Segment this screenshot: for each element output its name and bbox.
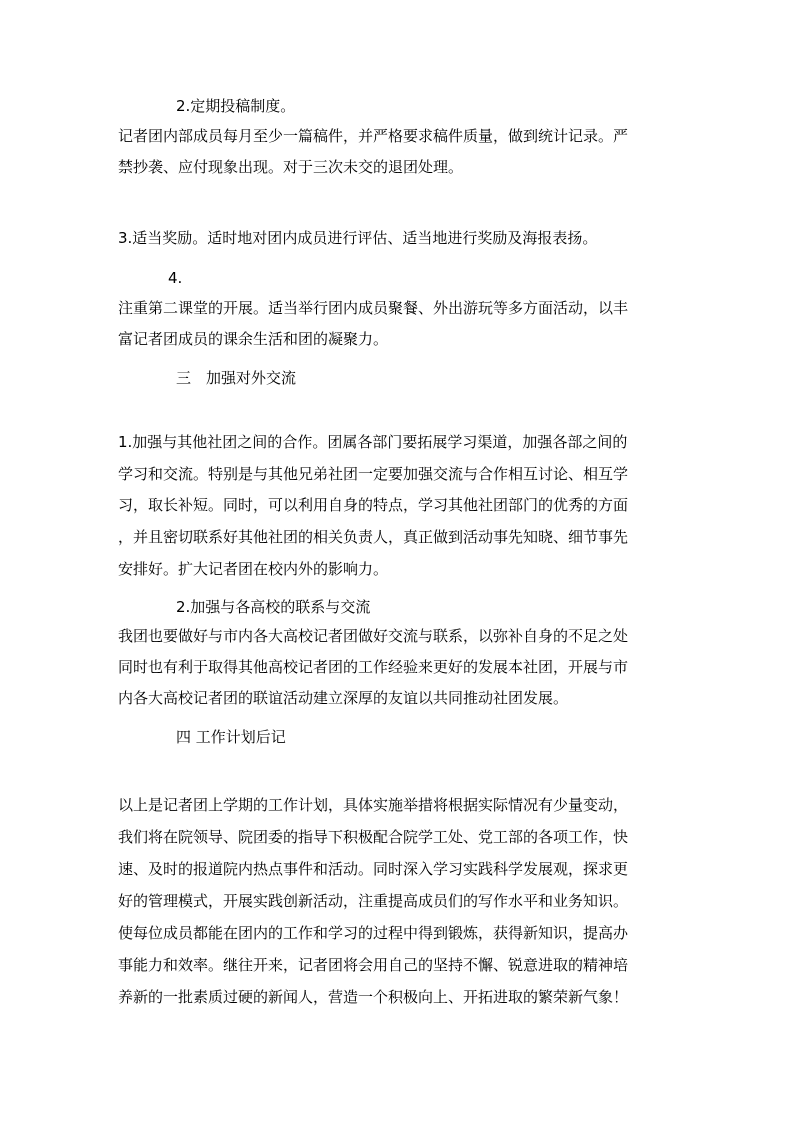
item-2-heading: 2.定期投稿制度。 (176, 97, 296, 115)
section-heading-3: 三 加强对外交流 (176, 369, 297, 387)
item-4-number: 4. (168, 269, 183, 287)
item-2-heading: 2.加强与各高校的联系与交流 (176, 598, 371, 616)
paragraph-line: 安排好。扩大记者团在校内外的影响力。 (118, 560, 389, 578)
paragraph-line: 习，取长补短。同时，可以利用自身的特点，学习其他社团部门的优秀的方面 (118, 496, 629, 514)
paragraph-line: 内各大高校记者团的联谊活动建立深厚的友谊以共同推动社团发展。 (118, 689, 569, 707)
paragraph-line: 注重第二课堂的开展。适当举行团内成员聚餐、外出游玩等多方面活动，以丰 (118, 299, 629, 317)
paragraph-line: 以上是记者团上学期的工作计划，具体实施举措将根据实际情况有少量变动， (118, 796, 629, 814)
paragraph-line: 速、及时的报道院内热点事件和活动。同时深入学习实践科学发展观，探求更 (118, 860, 629, 878)
paragraph-line: 学习和交流。特别是与其他兄弟社团一定要加强交流与合作相互讨论、相互学 (118, 465, 629, 483)
paragraph-line: 富记者团成员的课余生活和团的凝聚力。 (118, 330, 389, 348)
paragraph-line: 事能力和效率。继往开来，记者团将会用自己的坚持不懈、锐意进取的精神培 (118, 956, 629, 974)
paragraph-line: 我们将在院领导、院团委的指导下积极配合院学工处、党工部的各项工作，快 (118, 828, 629, 846)
section-heading-4: 四 工作计划后记 (176, 728, 286, 746)
paragraph-line: 养新的一批素质过硬的新闻人，营造一个积极向上、开拓进取的繁荣新气象！ (118, 988, 629, 1006)
paragraph-line: 我团也要做好与市内各大高校记者团做好交流与联系，以弥补自身的不足之处 (118, 627, 629, 645)
paragraph-line: 1.加强与其他社团之间的合作。团属各部门要拓展学习渠道，加强各部之间的 (118, 433, 628, 451)
paragraph-line: 禁抄袭、应付现象出现。对于三次未交的退团处理。 (118, 158, 464, 176)
paragraph-line: 好的管理模式，开展实践创新活动，注重提高成员们的写作水平和业务知识。 (118, 892, 629, 910)
paragraph-line: 记者团内部成员每月至少一篇稿件，并严格要求稿件质量，做到统计记录。严 (118, 127, 629, 145)
item-3-line: 3.适当奖励。适时地对团内成员进行评估、适当地进行奖励及海报表扬。 (118, 229, 598, 247)
paragraph-line: 使每位成员都能在团内的工作和学习的过程中得到锻炼，获得新知识，提高办 (118, 924, 629, 942)
paragraph-line: ，并且密切联系好其他社团的相关负责人，真正做到活动事先知晓、细节事先 (118, 528, 629, 546)
paragraph-line: 同时也有利于取得其他高校记者团的工作经验来更好的发展本社团，开展与市 (118, 658, 629, 676)
